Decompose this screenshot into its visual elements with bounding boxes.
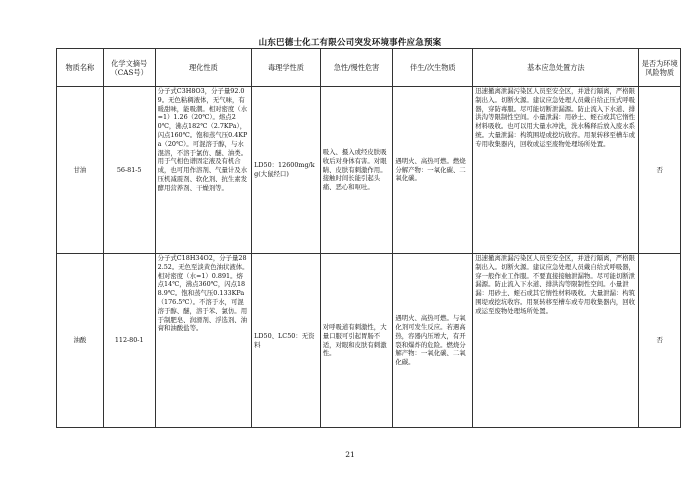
header-byproducts: 伴生/次生物质 xyxy=(393,49,473,87)
header-acute-chronic-hazard: 急性/慢性危害 xyxy=(320,49,393,87)
document-title: 山东巴德士化工有限公司突发环境事件应急预案 xyxy=(258,38,442,48)
emergency-response-text: 迅速撤离泄漏污染区人员至安全区，并进行隔离，严格限制出入。切断火源。建议应急处理人员戴自给正压式呼吸器，穿防毒服。尽可能切断泄漏源。防止流入下水道、排洪沟等限制性空间。小量泄漏：用砂土、蛭石或其它惰性材料吸收。也可以用大量水冲洗，洗水稀释后放入废水系统。大量泄漏：构筑围堤或挖坑收容。用泵转移至槽车或专用收集器内，回收或运至废物处理场所处置。 xyxy=(473,87,639,254)
emergency-response-text: 迅速撤离泄漏污染区人员至安全区，并进行隔离，严格限制出入。切断火源。建议应急处理人员戴自给式呼吸器，穿一般作业工作服。不要直接接触泄漏物。尽可能切断泄漏源。防止流入下水道、排洪沟等限制性空间。小量泄漏：用砂土、蛭石或其它惰性材料吸收。大量泄漏：构筑围堤或挖坑收容。用泵转移至槽车或专用收集器内，回收或运至废物处理场所处置。 xyxy=(473,254,639,428)
toxicology-text: LD50、LC50：无资料 xyxy=(252,254,321,428)
hazard-text: 吸入、摄入或经皮肤吸收后对身体有害。对眼睛、皮肤有刺激作用。接触时间长能引起头痛、恶心和呕吐。 xyxy=(320,87,393,254)
table-row xyxy=(57,87,681,254)
environmental-risk-value: 否 xyxy=(639,254,681,428)
table-row xyxy=(57,254,681,428)
header-environmental-risk: 是否为环境风险物质 xyxy=(639,49,681,87)
hazard-substance-table xyxy=(56,48,681,428)
header-emergency-response: 基本应急处置方法 xyxy=(473,49,639,87)
header-cas-number: 化学文摘号（CAS号） xyxy=(103,49,155,87)
header-substance-name: 物质名称 xyxy=(57,49,104,87)
page-number: 21 xyxy=(345,450,355,459)
byproducts-text: 遇明火、高热可燃。燃烧分解产物：一氧化碳、二氧化碳。 xyxy=(393,87,473,254)
physicochemical-properties: 分子式C18H34O2，分子量282.52。无色至淡黄色油状液体。相对密度（水=1）0.891。熔点14℃，沸点360℃，闪点188.9℃。饱和蒸气压0.133KPa（176.5℃）。不溶于水，可混溶于醇、醚，溶于苯、氯仿。用于制肥皂、润滑剂、浮选剂、油膏和油酸盐等。 xyxy=(155,254,252,428)
header-physicochemical: 理化性质 xyxy=(155,49,252,87)
hazard-text: 对呼吸道有刺激性，大量口服可引起胃肠不适，对眼和皮肤有刺激性。 xyxy=(320,254,393,428)
toxicology-text: LD50：12600mg/kg(大鼠经口) xyxy=(252,87,321,254)
substance-name: 甘油 xyxy=(57,87,104,254)
byproducts-text: 遇明火、高热可燃。与氧化剂可发生反应。若遇高热，容器内压增大，有开裂和爆炸的危险。燃烧分解产物：一氧化碳、二氧化碳。 xyxy=(393,254,473,428)
physicochemical-properties: 分子式C3H8O3，分子量92.09。无色粘稠液体，无气味，有暖甜味，能吸潮。相对密度（水=1）1.26（20℃）。熔点20℃，沸点182℃（2.7KPa），闪点160℃。饱和蒸气压0.4KPa（20℃）。可混溶于醇，与水混溶，不溶于氯仿、醚、油类。用于气相色谱固定液及有机合成，也可用作溶剂、气量计及水压机减震剂、软化剂、抗生素发酵用营养剂、干燥剂等。 xyxy=(155,87,252,254)
cas-number: 112-80-1 xyxy=(103,254,155,428)
header-toxicology: 毒理学性质 xyxy=(252,49,321,87)
substance-name: 油酸 xyxy=(57,254,104,428)
cas-number: 56-81-5 xyxy=(103,87,155,254)
environmental-risk-value: 否 xyxy=(639,87,681,254)
table-header-row xyxy=(57,49,681,87)
